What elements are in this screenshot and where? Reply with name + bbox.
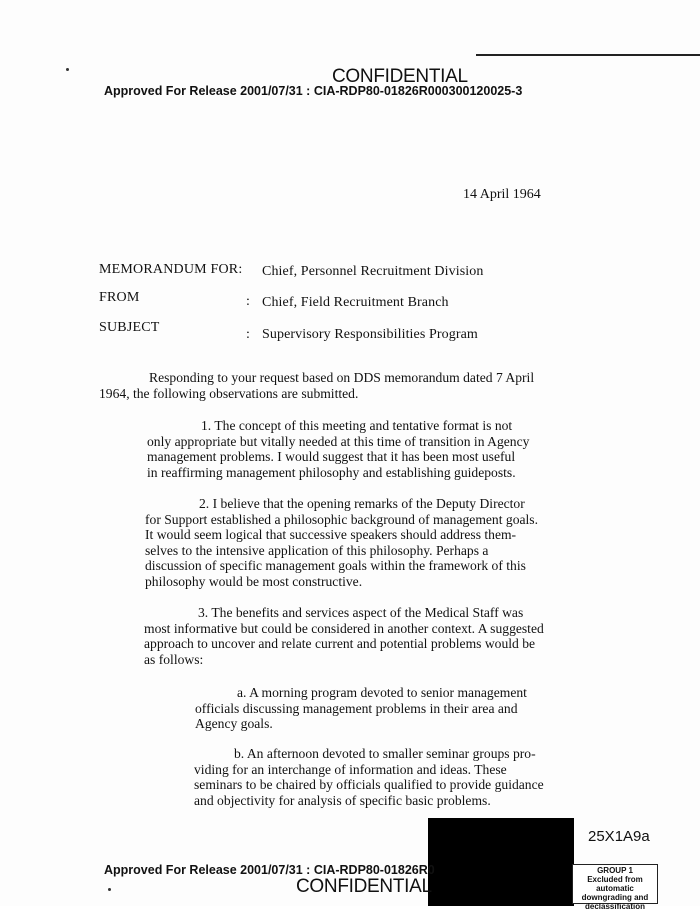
- intro-paragraph: Responding to your request based on DDS memorandum dated 7 April 1964, the following observations are submitted.: [99, 370, 535, 401]
- paragraph-3: 3. The benefits and services aspect of the Medical Staff was most informative but could be considered in another context. A suggested approach to uncover and relate current and potential problems would be as follows:: [144, 605, 544, 667]
- subject-colon: :: [246, 327, 250, 342]
- exemption-code: 25X1A9a: [588, 828, 650, 845]
- from-label: FROM: [99, 290, 140, 305]
- memo-for-label: MEMORANDUM FOR:: [99, 262, 243, 277]
- paragraph-1: 1. The concept of this meeting and tentative format is not only appropriate but vitally needed at this time of transition in Agency management problems. I would suggest that it has been most useful in reaffirming management philosophy and establishing guideposts.: [147, 418, 530, 480]
- memo-date: 14 April 1964: [463, 187, 541, 202]
- declassification-stamp: GROUP 1 Excluded from automatic downgrading and declassification: [572, 864, 658, 904]
- top-rule: [476, 54, 700, 56]
- scan-speck-bottom: [108, 888, 111, 891]
- paragraph-2: 2. I believe that the opening remarks of the Deputy Director for Support established a philosophic background of management goals. It would seem logical that successive speakers should address them- selves to the intensive application of this philosophy. Perhaps a discussion of specific management goals within the framework of this philosophy would be most constructive.: [145, 496, 538, 589]
- scan-speck: [66, 68, 69, 71]
- release-line-top: Approved For Release 2001/07/31 : CIA-RDP80-01826R000300120025-3: [104, 84, 523, 98]
- redaction-block: [428, 818, 574, 906]
- paragraph-b: b. An afternoon devoted to smaller seminar groups pro- viding for an interchange of information and ideas. These seminars to be chaired by officials qualified to provide guidance and objectivity for analysis of specific basic problems.: [194, 746, 544, 808]
- classification-bottom: CONFIDENTIAL: [296, 876, 432, 897]
- memo-for-value: Chief, Personnel Recruitment Division: [262, 264, 484, 279]
- subject-value: Supervisory Responsibilities Program: [262, 327, 478, 342]
- from-value: Chief, Field Recruitment Branch: [262, 295, 449, 310]
- paragraph-a: a. A morning program devoted to senior management officials discussing management problems in their area and Agency goals.: [195, 685, 527, 731]
- from-colon: :: [246, 294, 250, 309]
- subject-label: SUBJECT: [99, 320, 160, 335]
- release-line-bottom: Approved For Release 2001/07/31 : CIA-RDP80-01826R0: [104, 863, 435, 877]
- classification-top: CONFIDENTIAL: [332, 66, 468, 87]
